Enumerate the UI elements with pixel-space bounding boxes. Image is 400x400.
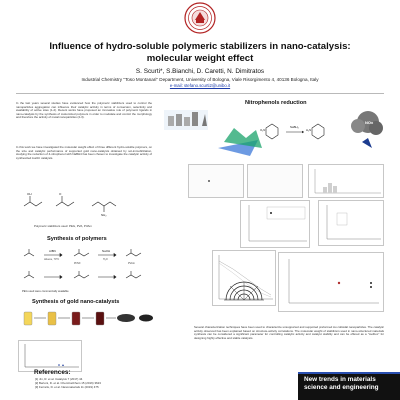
nitro-reactant-label: O₂N bbox=[260, 128, 266, 132]
fan-diagram bbox=[222, 264, 266, 304]
panel-bars-chart bbox=[318, 200, 384, 246]
svg-text:O: O bbox=[59, 192, 62, 196]
svg-text:NH₂: NH₂ bbox=[101, 213, 107, 217]
section-title-polymers: Synthesis of polymers bbox=[47, 236, 107, 242]
authors: S. Scurti*, S.Bianchi, D. Caretti, N. Dimitratos bbox=[135, 68, 265, 75]
affiliation: Industrial Chemistry "Toso Montanari" Department, University of Bologna, Viale Risorgimento 4, 40136 Bologna, Italy bbox=[81, 77, 319, 82]
reference-item: [1] Jin, R. et al. Catalysis 7 (2017) 44 bbox=[35, 377, 83, 381]
polymer-solvent-1: toluene, 70°C bbox=[44, 258, 60, 261]
poster-title bbox=[10, 41, 390, 64]
university-seal-icon bbox=[184, 2, 216, 34]
banner-line-2: science and engineering bbox=[304, 383, 379, 391]
references-title: References: bbox=[34, 369, 71, 376]
gold-synthesis-scheme bbox=[20, 306, 156, 340]
banner-line-1: New trends in materials bbox=[304, 376, 376, 383]
nox-cloud-label: NOx bbox=[365, 120, 374, 125]
reference-item: [2] Bertoni, D. et al. ChemCatChem 15 (2016) 3623 bbox=[35, 380, 101, 385]
nitrophenol-reduction-scheme bbox=[162, 102, 388, 160]
svg-text:OH: OH bbox=[27, 192, 32, 196]
panel-histogram-1 bbox=[308, 164, 384, 198]
title-line-2: molecular weight effect bbox=[146, 52, 254, 64]
intro-paragraph-2: In this work we have investigated the molecular weight effect of three different hydro-soluble polymers, on the size and catalytic performance of supported gold nano-catalysts obtained by sol-immobilization, studying the reduction of 4-nitrophenol with NaBH4 has been chosen to investigate the catalytic activity of synthesized Au/AC catalysts. bbox=[16, 145, 152, 160]
uv-vis-chart-panel bbox=[18, 340, 82, 372]
panel-tem-2 bbox=[247, 164, 303, 198]
panel-kinetics-chart bbox=[240, 200, 310, 248]
polymer-synthesis-scheme bbox=[18, 244, 152, 290]
polymer-reagent-1: AIBN bbox=[49, 249, 56, 253]
polymer-reagent-2: NaOH bbox=[102, 249, 111, 253]
panel-large-chart bbox=[278, 252, 384, 312]
scheme-caption: Polymeric stabilizers used: PEG, PVA, PVAm bbox=[34, 224, 92, 228]
panel-tem-1 bbox=[188, 164, 244, 198]
reference-item: [3] Ferraris, D. et al. Nanomaterials 11 (2019) 475 bbox=[35, 384, 99, 389]
polymer-product-2: PVAm bbox=[128, 262, 135, 265]
section-title-nitrophenols: Nitrophenols reduction bbox=[245, 100, 307, 106]
polymer-structures-scheme bbox=[20, 186, 140, 222]
gold-note: PEG used were commercially available bbox=[22, 290, 69, 293]
polymer-solvent-2: H₂O bbox=[103, 258, 108, 261]
banner-text bbox=[304, 376, 396, 391]
title-line-1: Influence of hydro-soluble polymeric stabilizers in nano-catalysis: bbox=[49, 41, 351, 52]
conclusion-paragraph: Several characterization techniques have been used to characterize unsupported and supported preformed Au colloidal nanoparticles. The catalytic activity observed has been explained based on structure-activity correlations. The molecular weight of stabilizers used in nano-structured materials synthesis can be considered a significant parameter for controlling catalytic activity and catalyst stability and can be offered as a "toolbox" for designing highly effective and stable catalysts. bbox=[194, 325, 384, 340]
intro-paragraph-1: In the last years several studies have evidenced how the polymeric stabilizers used to control the nanoparticles aggregation can influence their catalytic activity in terms of conversion, selectivity and availability of active sites (1-2). Recent works have proposed an innovative role of polymeric ligands in nano-catalysis by the synthesis of customized polymers in order to modulate and control the morphology and therefore the activity of metal nanoparticles (2-3). bbox=[16, 101, 152, 120]
header-divider bbox=[16, 93, 384, 94]
nitro-product-label: H₂N bbox=[306, 128, 312, 132]
nitro-reagent-label: NaBH₄ bbox=[290, 125, 299, 129]
polymer-product-1: PNVF bbox=[74, 262, 81, 265]
references-list bbox=[35, 378, 101, 389]
section-title-gold: Synthesis of gold nano-catalysts bbox=[32, 299, 120, 305]
email-link[interactable]: e-mail: stefano.scurti2@unibo.it bbox=[169, 83, 231, 88]
